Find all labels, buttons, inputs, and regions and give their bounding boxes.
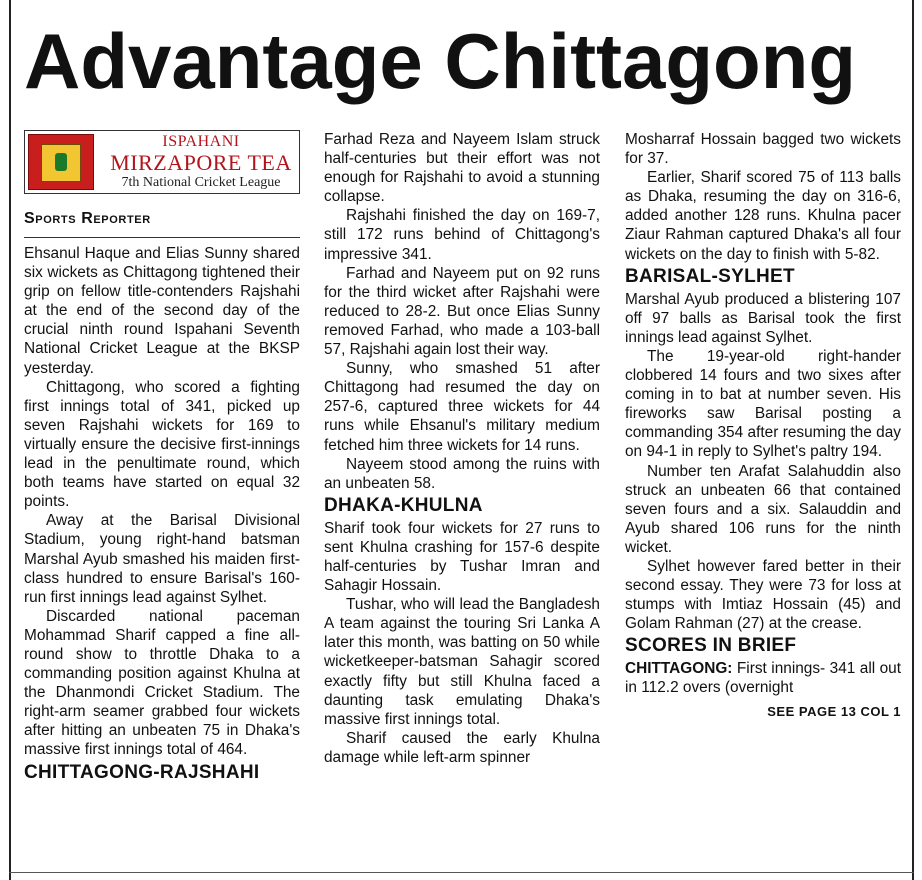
- paragraph: Tushar, who will lead the Bangladesh A team against the touring Sri Lanka A later this month, was batting on 50 while wicketkeeper-batsman Sahagir scored exactly fifty but still Khulna faced a daunting task emulating Dhaka's massive first innings total.: [324, 596, 600, 728]
- scores-paragraph: [625, 659, 901, 697]
- paragraph: Farhad and Nayeem put on 92 runs for the third wicket after Rajshahi were reduced to 28-2. But once Elias Sunny removed Farhad, who made a 103-ball 57, Rajshahi again lost their way.: [324, 264, 600, 359]
- sponsor-name: MIRZAPORE TEA: [110, 150, 292, 175]
- bottom-rule: [9, 872, 914, 873]
- paragraph: Sylhet however fared better in their second essay. They were 73 for loss at stumps with Imtiaz Hossain (45) and Golam Rahman (27) at the crease.: [625, 557, 901, 633]
- sponsor-text: [103, 131, 299, 191]
- left-column-rule: [9, 0, 11, 880]
- column-3: [625, 130, 901, 721]
- paragraph: Number ten Arafat Salahuddin also struck an unbeaten 66 that contained seven fours and a six. Salauddin and Ayub shared 106 runs for the ninth wicket.: [625, 462, 901, 556]
- subhead-chittagong-rajshahi: CHITTAGONG-RAJSHAHI: [24, 761, 260, 783]
- paragraph: Chittagong, who scored a fighting first innings total of 341, picked up seven Rajshahi wickets for 169 to virtually ensure the decisive first-innings lead in the penultimate round, which both teams have started on equal 32 points.: [24, 378, 300, 511]
- paragraph: Discarded national paceman Mohammad Sharif capped a fine all-round show to throttle Dhaka to a commanding position against Khulna at the Dhanmondi Cricket Stadium. The right-arm seamer grabbed four wickets after hitting an unbeaten 75 in Dhaka's massive first innings total of 464.: [24, 607, 300, 759]
- right-column-rule: [912, 0, 914, 880]
- paragraph: Sharif caused the early Khulna damage while left-arm spinner: [324, 729, 600, 766]
- paragraph: Ehsanul Haque and Elias Sunny shared six wickets as Chittagong tightened their grip on fellow title-contenders Rajshahi at the end of the second day of the crucial ninth round Ispahani Seventh National Cricket League at the BKSP yesterday.: [24, 245, 300, 377]
- paragraph: The 19-year-old right-hander clobbered 14 fours and two sixes after coming in to bat at number seven. His fireworks saw Barisal posting a commanding 354 after resuming the day on 94-1 in reply to Sylhet's paltry 194.: [625, 347, 901, 461]
- sponsor-league: 7th National Cricket League: [121, 175, 281, 190]
- paragraph: Farhad Reza and Nayeem Islam struck half-centuries but their effort was not enough for Rajshahi to avoid a stunning collapse.: [324, 131, 600, 206]
- subhead-scores-in-brief: SCORES IN BRIEF: [625, 635, 797, 657]
- paragraph: Mosharraf Hossain bagged two wickets for 37.: [625, 131, 901, 168]
- scores-label: CHITTAGONG:: [625, 660, 733, 678]
- continuation-note: SEE PAGE 13 COL 1: [767, 703, 901, 719]
- paragraph: Nayeem stood among the ruins with an unbeaten 58.: [324, 455, 600, 492]
- paragraph: Marshal Ayub produced a blistering 107 off 97 balls as Barisal took the first innings lead against Sylhet.: [625, 290, 901, 346]
- column-2: [324, 130, 600, 767]
- sponsor-brand: ISPAHANI: [162, 133, 240, 150]
- paragraph: Sunny, who smashed 51 after Chittagong had resumed the day on 257-6, captured three wickets for 44 runs while Ehsanul's military medium fetched him three wickets for 14 runs.: [324, 360, 600, 454]
- byline-rule: [24, 237, 300, 238]
- paragraph: Sharif took four wickets for 27 runs to sent Khulna crashing for 157-6 despite half-centuries by Tushar Imran and Sahagir Hossain.: [324, 519, 600, 595]
- paragraph: Earlier, Sharif scored 75 of 113 balls as Dhaka, resuming the day on 316-6, added another 128 runs. Khulna pacer Ziaur Rahman captured Dhaka's all four wickets on the day to finish with 5-82.: [625, 169, 901, 263]
- subhead-barisal-sylhet: BARISAL-SYLHET: [625, 265, 795, 287]
- sponsor-logo: [24, 130, 300, 194]
- byline: Sports Reporter: [24, 210, 151, 227]
- headline: Advantage Chittagong: [24, 17, 856, 105]
- column-1: [24, 130, 300, 786]
- paragraph: Away at the Barisal Divisional Stadium, young right-hand batsman Marshal Ayub smashed his maiden first-class hundred to ensure Barisal's 160-run first innings lead against Sylhet.: [24, 512, 300, 606]
- tea-pack-icon: [28, 134, 94, 190]
- scores-text: First innings- 341 all out in 112.2 overs (overnight: [625, 660, 902, 697]
- subhead-dhaka-khulna: DHAKA-KHULNA: [324, 494, 483, 516]
- paragraph: Rajshahi finished the day on 169-7, still 172 runs behind of Chittagong's impressive 341.: [324, 207, 600, 263]
